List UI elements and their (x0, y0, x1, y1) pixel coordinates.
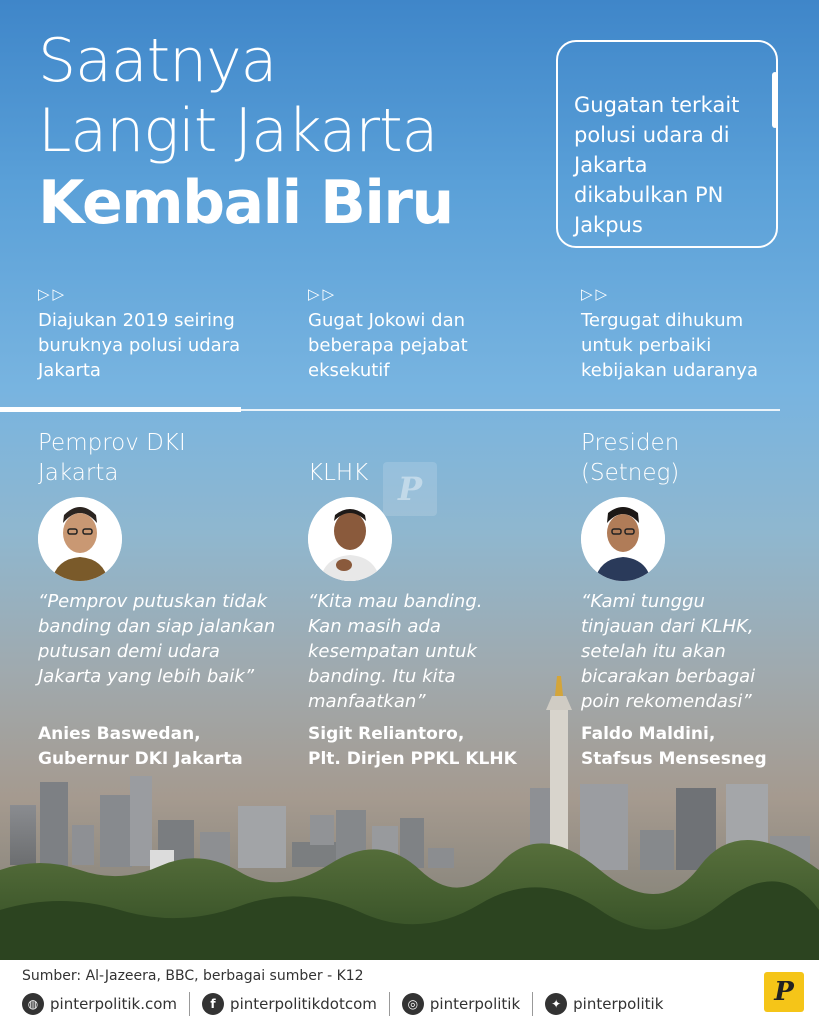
quote-text: “Kami tunggu tinjauan dari KLHK, setelah itu akan bicarakan berbagai poin rekomendasi” (581, 591, 756, 712)
play-arrows-icon: ▷▷ (581, 285, 611, 303)
column-klhk (308, 458, 558, 488)
person-name (581, 722, 819, 772)
social-website[interactable] (22, 993, 177, 1015)
pinterpolitik-logo: P (764, 972, 804, 1012)
title-line-2: Langit Jakarta (38, 96, 438, 166)
point-1 (38, 284, 278, 383)
social-twitter-text: pinterpolitik (573, 995, 664, 1013)
callout-accent-bar (772, 72, 778, 128)
social-separator (189, 992, 190, 1016)
title-line-3: Kembali Biru (38, 168, 453, 238)
instagram-icon: ◎ (402, 993, 424, 1015)
infographic-title (38, 26, 453, 240)
social-website-text: pinterpolitik.com (50, 995, 178, 1013)
title-line-1: Saatnya (38, 26, 277, 96)
person-name (38, 722, 288, 772)
watermark-logo: P (383, 462, 437, 516)
person-title-line: Gubernur DKI Jakarta (38, 749, 243, 769)
section-divider-accent (0, 407, 241, 412)
facebook-icon: f (202, 993, 224, 1015)
person-photo-icon (581, 497, 665, 581)
social-twitter[interactable] (545, 993, 663, 1015)
social-separator (532, 992, 533, 1016)
column-heading: Presiden (Setneg) (581, 430, 680, 486)
person-title-line: Stafsus Mensesneg (581, 749, 767, 769)
social-links (22, 992, 675, 1016)
social-instagram[interactable] (402, 993, 520, 1015)
person-photo-icon (308, 497, 392, 581)
person-title-line: Plt. Dirjen PPKL KLHK (308, 749, 517, 769)
globe-icon: ◍ (22, 993, 44, 1015)
social-facebook-text: pinterpolitikdotcom (230, 995, 377, 1013)
avatar-faldo (581, 497, 665, 581)
avatar-anies (38, 497, 122, 581)
column-presiden (581, 428, 819, 488)
point-text: Gugat Jokowi dan beberapa pejabat eksekutif (308, 310, 468, 381)
quote-text: “Pemprov putuskan tidak banding dan siap jalankan putusan demi udara Jakarta yang lebih baik” (38, 591, 276, 687)
quote-text: “Kita mau banding. Kan masih ada kesempatan untuk banding. Itu kita manfaatkan” (308, 591, 483, 712)
social-separator (389, 992, 390, 1016)
play-arrows-icon: ▷▷ (308, 285, 338, 303)
point-text: Diajukan 2019 seiring buruknya polusi udara Jakarta (38, 310, 241, 381)
person-name-line: Anies Baswedan, (38, 724, 201, 744)
avatar-sigit (308, 497, 392, 581)
twitter-icon: ✦ (545, 993, 567, 1015)
play-arrows-icon: ▷▷ (38, 285, 68, 303)
point-3 (581, 284, 791, 383)
callout-box (556, 40, 778, 248)
person-name (308, 722, 558, 772)
point-text: Tergugat dihukum untuk perbaiki kebijakan udaranya (581, 310, 758, 381)
point-2 (308, 284, 528, 383)
person-name-line: Sigit Reliantoro, (308, 724, 465, 744)
social-instagram-text: pinterpolitik (429, 995, 521, 1013)
person-name-line: Faldo Maldini, (581, 724, 716, 744)
column-pemprov (38, 428, 288, 488)
column-heading: KLHK (308, 460, 369, 486)
person-photo-icon (38, 497, 122, 581)
footer (0, 960, 819, 1024)
callout-text: Gugatan terkait polusi udara di Jakarta dikabulkan PN Jakpus (574, 93, 740, 237)
column-heading: Pemprov DKI Jakarta (38, 430, 186, 486)
social-facebook[interactable] (202, 993, 377, 1015)
source-credit: Sumber: Al-Jazeera, BBC, berbagai sumber - K12 (22, 968, 364, 984)
